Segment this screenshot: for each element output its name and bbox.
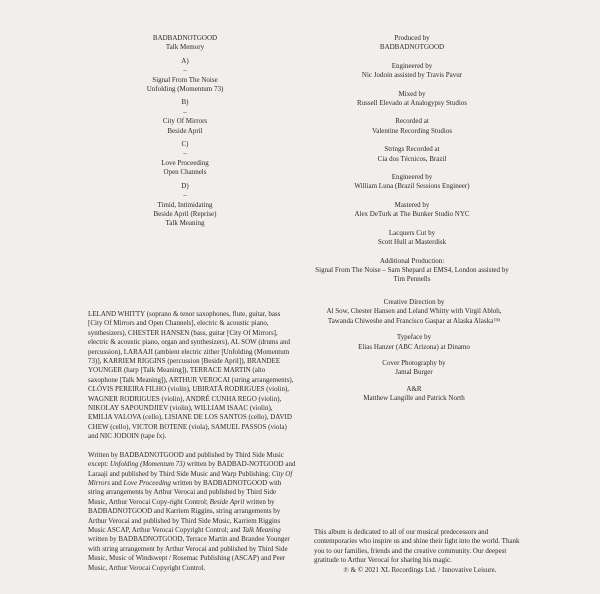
track-c2: Open Channels — [163, 168, 207, 177]
credit-role: Lacquers Cut by — [388, 228, 436, 237]
creative-credits — [314, 298, 514, 411]
credit-name: Jamal Burger — [395, 368, 433, 377]
credit-role: Cover Photography by — [382, 359, 446, 368]
publishing-text: and — [109, 478, 124, 487]
credit-role: Additional Production: — [379, 256, 445, 265]
credit-name: William Luna (Brazil Sessions Engineer) — [354, 182, 470, 191]
side-b-label: B) — [181, 98, 189, 107]
credit-name: Nic Jodoin assisted by Travis Pavur — [361, 71, 463, 80]
credit-role: A&R — [406, 384, 422, 393]
credit-role: Typeface by — [396, 333, 432, 342]
artist-name: BADBADNOTGOOD — [152, 34, 218, 42]
track-b2: Beside April — [167, 126, 203, 135]
typeface-credit — [314, 333, 514, 352]
copyright-notice: ℗ & © 2021 XL Recordings Ltd. / Innovative Leisure. — [343, 566, 497, 574]
credit-role: Engineered by — [391, 61, 433, 70]
side-a-dash: – — [183, 66, 187, 75]
credit-name: Russell Elevado at Analogypsy Studios — [356, 99, 468, 108]
credit-name: Alex DeTurk at The Bunker Studio NYC — [354, 210, 470, 219]
credit-name: BADBADNOTGOOD — [379, 43, 445, 52]
publishing-title: Beside April — [209, 497, 245, 506]
production-credits — [312, 34, 512, 285]
side-c-dash: – — [183, 149, 187, 158]
publishing-text: Written by BADBADNOTGOOD and published by Third Side Music except: — [88, 450, 284, 469]
publishing-paragraph — [88, 451, 296, 573]
side-a-label: A) — [181, 56, 189, 65]
credit-role: Recorded at — [395, 117, 429, 126]
credit-role: Mastered by — [394, 200, 430, 209]
credit-name: Scott Hull at Masterdisk — [377, 238, 447, 247]
credit-name: Signal From The Noise – Sam Shepard at EMS4, London assisted by Tim Pennells — [315, 265, 509, 284]
publishing-title: Love Proceeding — [123, 478, 171, 487]
publishing-text: written by BADBAD-NOTGOOD and Laraaji and published by Third Side Music and Warp Publishing; — [88, 460, 296, 478]
credit-name: Matthew Langille and Patrick North — [363, 394, 465, 403]
tracklist — [85, 34, 285, 229]
credit-name: Cia dos Técnicos, Brazil — [377, 154, 447, 163]
credit-name: Valentine Recording Studios — [371, 126, 453, 135]
track-d1: Timid, Intimidating — [157, 200, 213, 209]
track-d3: Talk Meaning — [165, 219, 205, 228]
dedication-text: This album is dedicated to all of our musical predecessors and contemporaries who inspire us and shine their light into the world. Thank you to our families, friends and the creative community. Our deepest gratitude to Arthur Verocai for sharing his magic. — [314, 528, 520, 565]
credit-role: Mixed by — [398, 89, 426, 98]
photography-credit — [314, 359, 514, 378]
track-c1: Love Proceeding — [161, 158, 209, 167]
creative-direction — [314, 298, 514, 326]
publishing-text: written by BADBADNOTGOOD with string arrangements by Arthur Verocai and published by Third Side Music, Arthur Verocai Copy-right Control; — [88, 478, 282, 506]
credit-role: Produced by — [394, 34, 430, 42]
publishing-title: Unfolding (Momentum 73) — [109, 460, 186, 469]
side-d-dash: – — [183, 191, 187, 200]
track-a1: Signal From The Noise — [152, 75, 218, 84]
credit-role: Engineered by — [391, 173, 433, 182]
musicians-paragraph: LELAND WHITTY (soprano & tenor saxophones, flute, guitar, bass [City Of Mirrors and Open Channels], electric & acoustic piano, synthesizers), CHESTER HANSEN (bass, guitar [City Of Mirrors], electric & acoustic piano, organ and synthesizers), AL SOW (drums and percussion), LARAAJI (ambient electric zither [Unfolding (Momentum 73)], KARRIEM RIGGINS (percussion [Beside April]), BRANDEE YOUNGER (harp [Talk Meaning]), TERRACE MARTIN (alto saxophone [Talk Meaning]), ARTHUR VEROCAI (string arrangements), CLÓVIS PEREIRA FILHO (violin), UBIRATÃ RODRIGUES (violin), WAGNER RODRIGUES (violin), ANDRÉ CUNHA REGO (violin), NIKOLAY SAPOUNDJIEV (violin), WILLIAM ISAAC (violin), EMILIA VALOVA (cello), LISIANE DE LOS SANTOS (cello), DAVID CHEW (cello), VICTOR BOTENE (viola), SAMUEL PASSOS (viola) and NIC JODOIN (tape fx). — [88, 310, 294, 441]
credit-name: Elias Hanzer (ABC Arizona) at Dinamo — [358, 342, 470, 351]
side-b-dash: – — [183, 107, 187, 116]
anr-credit — [314, 385, 514, 404]
side-d-label: D) — [181, 181, 189, 190]
side-c-label: C) — [181, 140, 189, 149]
publishing-text: written by BADBADNOTGOOD and Karriem Riggins, string arrangements by Arthur Verocai and published by Third Side Music, Karriem Riggins Music ASCAP, Arthur Verocai Copyright Control; and — [88, 497, 281, 534]
track-d2: Beside April (Reprise) — [153, 209, 217, 218]
credit-name: Al Sow, Chester Hansen and Leland Whitty with Virgil Abloh, Tawanda Chiweshe and Francisco Gaspar at Alaska Alaska™ — [326, 307, 502, 325]
track-a2: Unfolding (Momentum 73) — [146, 85, 224, 94]
album-title: Talk Memory — [165, 43, 205, 52]
musician-credits — [88, 310, 296, 582]
credit-role: Strings Recorded at — [384, 145, 440, 154]
publishing-title: Talk Meaning — [242, 525, 281, 534]
credit-role: Creative Direction by — [383, 298, 445, 306]
track-b1: City Of Mirrors — [162, 117, 208, 126]
publishing-title: City Of Mirrors — [88, 469, 293, 487]
publishing-text: written by BADBADNOTGOOD, Terrace Martin and Brandee Younger with string arrangement by Arthur Verocai and published by Third Side Music, Music of Windswept / Rosemac Publishing (ASCAP) and Peer Music, Arthur Verocai Copyright Control. — [88, 535, 290, 572]
